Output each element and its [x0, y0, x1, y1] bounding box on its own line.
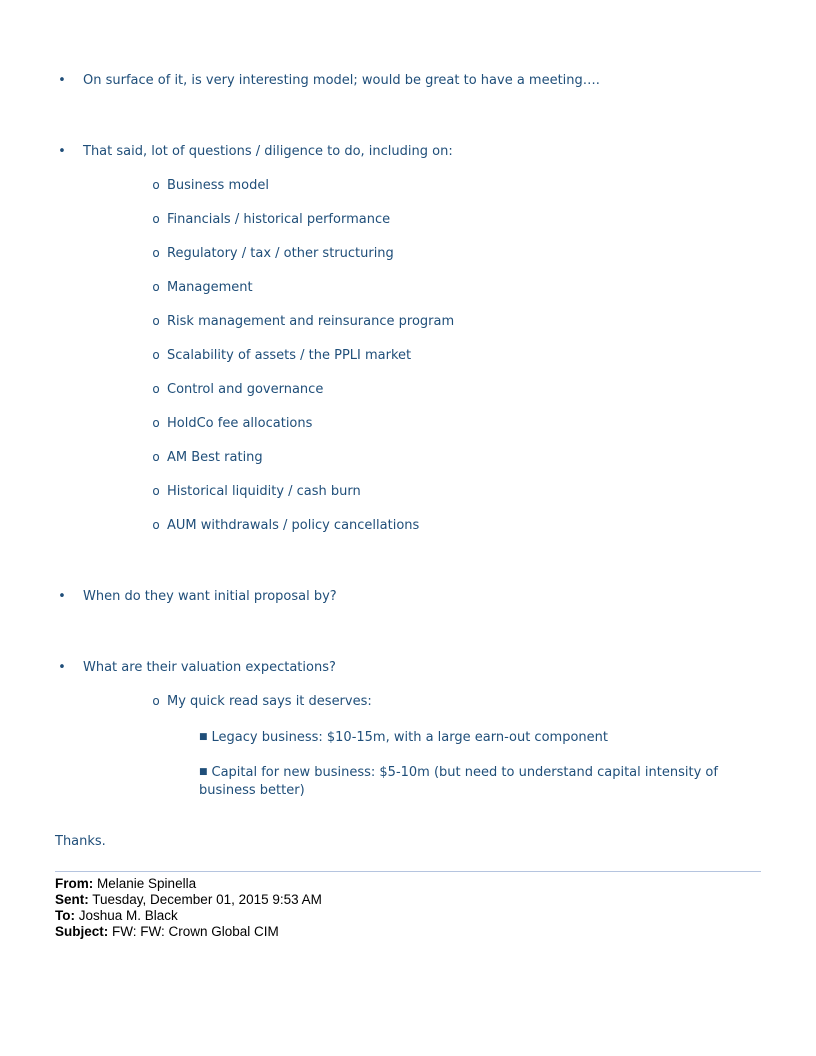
from-row	[55, 876, 322, 892]
circle-bullet-icon: o	[152, 416, 160, 430]
sub-bullet-item	[150, 694, 750, 712]
sub-bullet-text: Control and governance	[167, 382, 324, 397]
closing-text: Thanks.	[55, 834, 106, 849]
bullet-dot-icon: •	[58, 660, 66, 675]
bullet-text: That said, lot of questions / diligence to do, including on:	[83, 144, 453, 159]
sub-bullet-item	[150, 484, 750, 502]
bullet-item	[55, 73, 755, 91]
sub-bullet-item	[150, 382, 750, 400]
subject-value: FW: FW: Crown Global CIM	[112, 924, 279, 939]
from-label: From:	[55, 876, 94, 891]
sub-sub-bullet-item	[199, 729, 759, 747]
sub-bullet-item	[150, 246, 750, 264]
sent-label: Sent:	[55, 892, 89, 907]
square-bullet-icon: ■	[199, 732, 208, 742]
bullet-item	[55, 589, 755, 607]
circle-bullet-icon: o	[152, 348, 160, 362]
to-label: To:	[55, 908, 75, 923]
sub-sub-bullet-text: Capital for new business: $5-10m (but need to understand capital intensity of business better)	[199, 765, 718, 798]
from-value: Melanie Spinella	[97, 876, 197, 891]
circle-bullet-icon: o	[152, 314, 160, 328]
sub-bullet-text: AUM withdrawals / policy cancellations	[167, 518, 420, 533]
bullet-dot-icon: •	[58, 589, 66, 604]
sent-value: Tuesday, December 01, 2015 9:53 AM	[92, 892, 322, 907]
sub-bullet-text: HoldCo fee allocations	[167, 416, 313, 431]
to-value: Joshua M. Black	[78, 908, 178, 923]
sub-bullet-item	[150, 178, 750, 196]
sub-bullet-item	[150, 280, 750, 298]
sub-bullet-text: Management	[167, 280, 253, 295]
subject-row	[55, 924, 322, 940]
sub-bullet-item	[150, 212, 750, 230]
bullet-text: What are their valuation expectations?	[83, 660, 336, 675]
circle-bullet-icon: o	[152, 450, 160, 464]
email-header	[55, 876, 322, 940]
sub-bullet-text: My quick read says it deserves:	[167, 694, 372, 709]
bullet-dot-icon: •	[58, 73, 66, 88]
to-row	[55, 908, 322, 924]
sub-bullet-text: Regulatory / tax / other structuring	[167, 246, 394, 261]
sub-bullet-text: Scalability of assets / the PPLI market	[167, 348, 412, 363]
sub-bullet-item	[150, 314, 750, 332]
sub-bullet-item	[150, 450, 750, 468]
circle-bullet-icon: o	[152, 382, 160, 396]
sub-bullet-text: Historical liquidity / cash burn	[167, 484, 361, 499]
sent-row	[55, 892, 322, 908]
sub-bullet-text: Business model	[167, 178, 269, 193]
circle-bullet-icon: o	[152, 246, 160, 260]
circle-bullet-icon: o	[152, 694, 160, 708]
sub-sub-bullet-item	[199, 764, 759, 800]
circle-bullet-icon: o	[152, 484, 160, 498]
circle-bullet-icon: o	[152, 518, 160, 532]
circle-bullet-icon: o	[152, 212, 160, 226]
square-bullet-icon: ■	[199, 767, 208, 777]
bullet-item	[55, 660, 755, 678]
email-divider	[55, 871, 761, 872]
sub-bullet-text: AM Best rating	[167, 450, 263, 465]
subject-label: Subject:	[55, 924, 109, 939]
sub-bullet-text: Risk management and reinsurance program	[167, 314, 455, 329]
sub-sub-bullet-text: Legacy business: $10-15m, with a large earn-out component	[211, 730, 608, 745]
bullet-text: When do they want initial proposal by?	[83, 589, 337, 604]
circle-bullet-icon: o	[152, 178, 160, 192]
sub-bullet-item	[150, 518, 750, 536]
sub-bullet-text: Financials / historical performance	[167, 212, 391, 227]
sub-bullet-item	[150, 416, 750, 434]
sub-bullet-item	[150, 348, 750, 366]
circle-bullet-icon: o	[152, 280, 160, 294]
bullet-dot-icon: •	[58, 144, 66, 159]
bullet-item	[55, 144, 755, 162]
bullet-text: On surface of it, is very interesting model; would be great to have a meeting….	[83, 73, 600, 88]
